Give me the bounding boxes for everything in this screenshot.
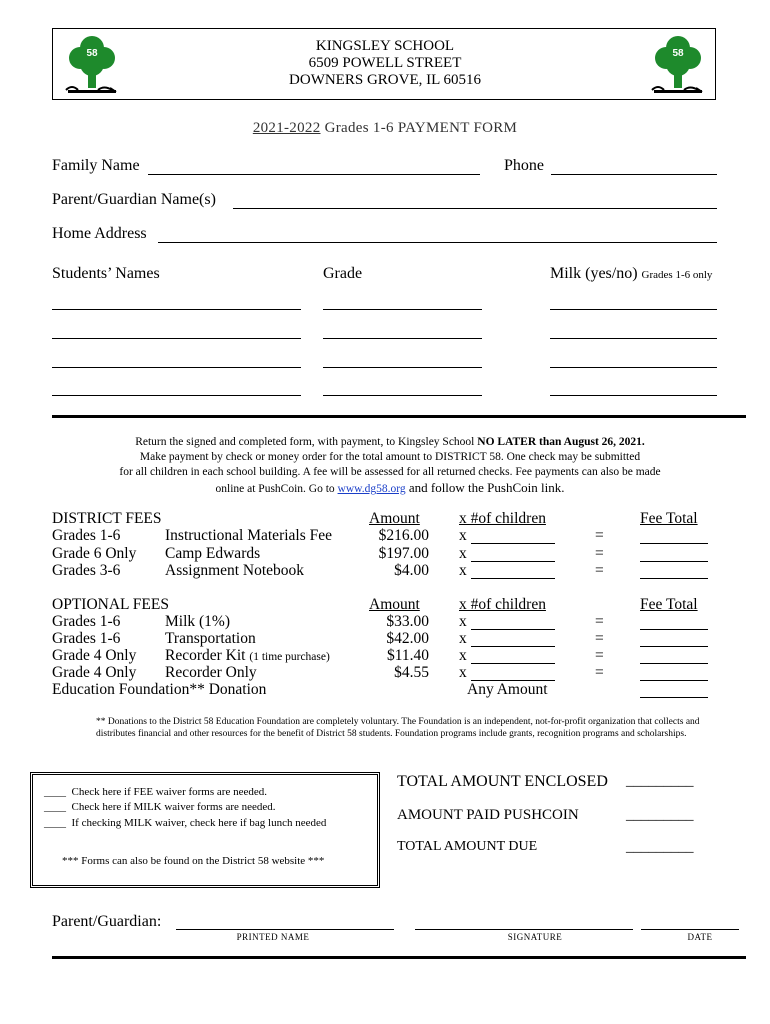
multiply-sign: x: [459, 562, 467, 579]
fee-item-note: (1 time purchase): [249, 651, 330, 663]
fee-grade: Grade 6 Only: [52, 545, 137, 562]
equals-sign: =: [595, 545, 604, 562]
instructions-line-3: for all children in each school building. A fee will be assessed for all returned checks. Fee payments can also be made: [119, 466, 661, 478]
school-name: KINGSLEY SCHOOL: [315, 38, 455, 54]
printed-name-field[interactable]: [176, 929, 394, 930]
form-title-text: Grades 1-6 PAYMENT FORM: [320, 120, 518, 136]
parent-guardian-label: Parent/Guardian:: [52, 913, 162, 930]
donation-total-field[interactable]: [640, 697, 708, 698]
fee-total-field[interactable]: [640, 629, 708, 630]
fee-item: Assignment Notebook: [165, 562, 305, 579]
foundation-footnote: ** Donations to the District 58 Education Foundation are completely voluntary. The Foundation is an independent, not-for-profit organization that collects and distributes financial and other resources for the benefit of District 58 students. Foundation programs include grants, recognition programs and scholarships.: [96, 717, 700, 739]
fee-grade: Grades 1-6: [52, 613, 121, 630]
student-milk-field[interactable]: [550, 338, 717, 339]
equals-sign: =: [595, 613, 604, 630]
fee-total-field[interactable]: [640, 543, 708, 544]
instructions-text: and follow the PushCoin link.: [405, 480, 565, 495]
instructions-text: online at PushCoin. Go to: [215, 483, 338, 495]
equals-sign: =: [595, 664, 604, 681]
home-address-label: Home Address: [52, 225, 147, 242]
student-grade-field[interactable]: [323, 338, 482, 339]
student-milk-field[interactable]: [550, 309, 717, 310]
phone-field[interactable]: [551, 174, 717, 175]
fee-amount: $42.00: [386, 630, 429, 647]
fee-item: Recorder Only: [165, 664, 257, 681]
pushcoin-paid-field[interactable]: _________: [626, 807, 694, 823]
grade-header: Grade: [323, 265, 363, 282]
fee-grade: Grades 1-6: [52, 630, 121, 647]
district-children-heading: x #of children: [459, 510, 546, 527]
milk-header: [550, 265, 712, 283]
milk-waiver-checkbox[interactable]: ____: [44, 801, 66, 813]
logo-number-right: 58: [672, 48, 684, 59]
student-grade-field[interactable]: [323, 309, 482, 310]
children-count-field[interactable]: [471, 561, 555, 562]
parent-names-label: Parent/Guardian Name(s): [52, 191, 216, 208]
fee-amount: $4.55: [394, 664, 429, 681]
student-milk-field[interactable]: [550, 367, 717, 368]
bag-lunch-option[interactable]: [44, 817, 326, 829]
home-address-field[interactable]: [158, 242, 717, 243]
optional-fees-heading: OPTIONAL FEES: [52, 596, 169, 613]
fee-item: Camp Edwards: [165, 545, 261, 562]
district-website-link[interactable]: www.dg58.org: [337, 483, 406, 495]
bag-lunch-checkbox[interactable]: ____: [44, 817, 66, 829]
fee-waiver-option[interactable]: [44, 786, 267, 798]
student-name-field[interactable]: [52, 367, 301, 368]
total-enclosed-label: TOTAL AMOUNT ENCLOSED: [397, 773, 608, 790]
fee-grade: Grade 4 Only: [52, 664, 137, 681]
equals-sign: =: [595, 562, 604, 579]
children-count-field[interactable]: [471, 629, 555, 630]
printed-name-caption: PRINTED NAME: [236, 932, 310, 942]
form-year: 2021-2022: [252, 120, 321, 136]
district-total-heading: Fee Total: [640, 510, 698, 527]
students-names-header: Students’ Names: [52, 265, 160, 282]
total-due-field[interactable]: _________: [626, 839, 694, 855]
district-amount-heading: Amount: [369, 510, 420, 527]
pushcoin-paid-label: AMOUNT PAID PUSHCOIN: [397, 807, 579, 823]
fee-total-field[interactable]: [640, 646, 708, 647]
fee-item: Instructional Materials Fee: [165, 527, 333, 544]
milk-header-note: Grades 1-6 only: [641, 269, 713, 281]
fee-item: [165, 647, 330, 665]
signature-field[interactable]: [415, 929, 633, 930]
date-field[interactable]: [641, 929, 739, 930]
district-fees-heading: DISTRICT FEES: [52, 510, 162, 527]
fee-total-field[interactable]: [640, 561, 708, 562]
fee-grade: Grade 4 Only: [52, 647, 137, 664]
student-grade-field[interactable]: [323, 367, 482, 368]
student-milk-field[interactable]: [550, 395, 717, 396]
fee-waiver-label: Check here if FEE waiver forms are needed.: [71, 786, 267, 798]
date-caption: DATE: [687, 932, 713, 942]
milk-waiver-label: Check here if MILK waiver forms are needed.: [71, 801, 276, 813]
student-name-field[interactable]: [52, 309, 301, 310]
parent-names-field[interactable]: [233, 208, 717, 209]
instructions-text: Return the signed and completed form, with payment, to Kingsley School: [135, 436, 478, 448]
multiply-sign: x: [459, 630, 467, 647]
total-due-label: TOTAL AMOUNT DUE: [397, 839, 538, 854]
student-name-field[interactable]: [52, 395, 301, 396]
fee-total-field[interactable]: [640, 680, 708, 681]
fee-amount: $4.00: [394, 562, 429, 579]
bag-lunch-label: If checking MILK waiver, check here if bag lunch needed: [71, 817, 327, 829]
multiply-sign: x: [459, 545, 467, 562]
equals-sign: =: [595, 630, 604, 647]
instructions-line-2: Make payment by check or money order for the total amount to DISTRICT 58. One check may be submitted: [139, 451, 641, 463]
phone-label: Phone: [504, 157, 544, 174]
form-title: [0, 120, 770, 137]
multiply-sign: x: [459, 647, 467, 664]
optional-amount-heading: Amount: [369, 596, 420, 613]
fee-item: Transportation: [165, 630, 256, 647]
student-name-field[interactable]: [52, 338, 301, 339]
instructions-line-4: [40, 480, 740, 497]
fee-grade: Grades 3-6: [52, 562, 121, 579]
fee-amount: $11.40: [386, 647, 429, 664]
optional-total-heading: Fee Total: [640, 596, 698, 613]
children-count-field[interactable]: [471, 646, 555, 647]
fee-total-field[interactable]: [640, 578, 708, 579]
multiply-sign: x: [459, 664, 467, 681]
bottom-divider: [52, 956, 746, 959]
fee-grade: Grades 1-6: [52, 527, 121, 544]
milk-header-label: Milk (yes/no): [550, 265, 638, 282]
student-grade-field[interactable]: [323, 395, 482, 396]
fee-item: Milk (1%): [165, 613, 231, 630]
equals-sign: =: [595, 647, 604, 664]
any-amount-label: Any Amount: [467, 681, 548, 698]
fee-waiver-checkbox[interactable]: ____: [44, 786, 66, 798]
signature-caption: SIGNATURE: [507, 932, 563, 942]
donation-label: Education Foundation** Donation: [52, 681, 267, 698]
multiply-sign: x: [459, 527, 467, 544]
family-name-label: Family Name: [52, 157, 140, 174]
deadline-text: NO LATER than August 26, 2021.: [477, 436, 645, 448]
fee-amount: $216.00: [378, 527, 429, 544]
optional-children-heading: x #of children: [459, 596, 546, 613]
section-divider: [52, 415, 746, 418]
fee-item-name: Recorder Kit: [165, 647, 246, 664]
instructions-line-1: [40, 435, 740, 450]
school-city: DOWNERS GROVE, IL 60516: [289, 72, 481, 88]
children-count-field[interactable]: [471, 663, 555, 664]
logo-number-left: 58: [86, 48, 98, 59]
fee-amount: $197.00: [378, 545, 429, 562]
school-street: 6509 POWELL STREET: [308, 55, 462, 71]
fee-total-field[interactable]: [640, 663, 708, 664]
milk-waiver-option[interactable]: [44, 801, 276, 813]
children-count-field[interactable]: [471, 543, 555, 544]
total-enclosed-field[interactable]: _________: [626, 773, 694, 789]
children-count-field[interactable]: [471, 578, 555, 579]
family-name-field[interactable]: [148, 174, 480, 175]
waiver-website-note: *** Forms can also be found on the District 58 website ***: [62, 855, 325, 867]
equals-sign: =: [595, 527, 604, 544]
fee-amount: $33.00: [386, 613, 429, 630]
multiply-sign: x: [459, 613, 467, 630]
